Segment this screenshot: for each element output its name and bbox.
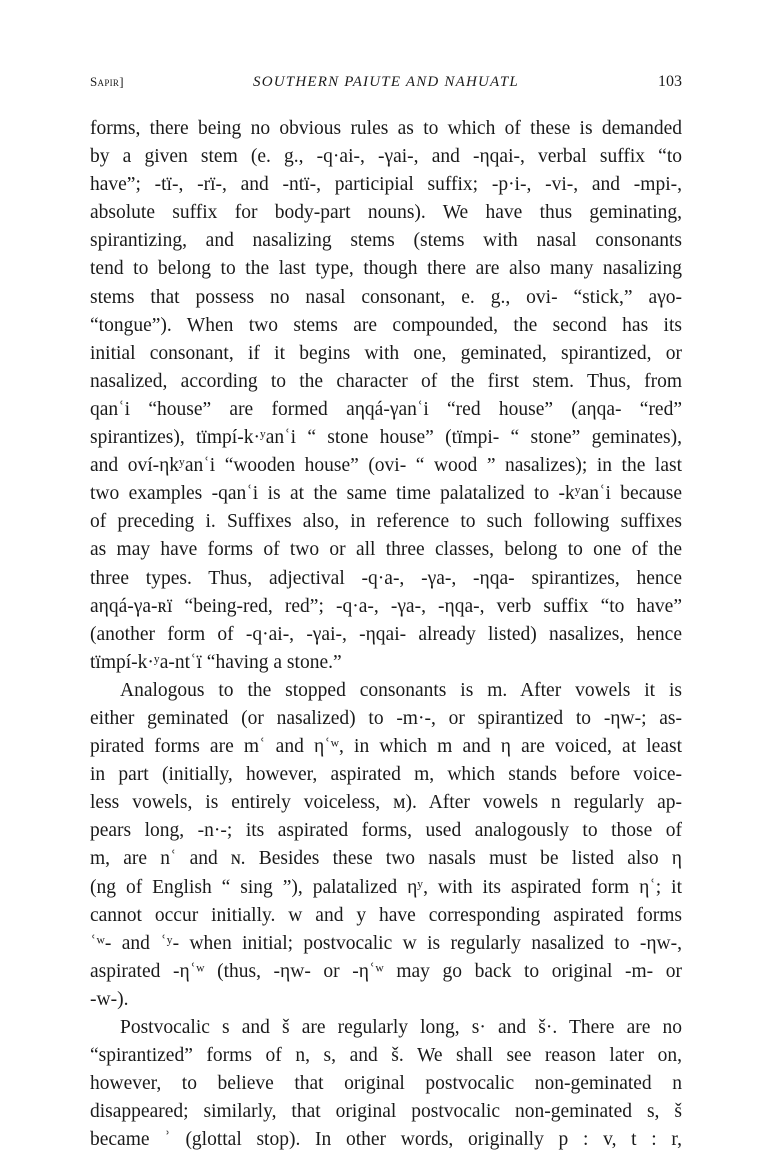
text-line: three types. Thus, adjectival -q·a-, -γa-, -ηqa- spirantizes, hence — [90, 567, 682, 589]
text-line: tend to belong to the last type, though there are also many nasalizing — [90, 258, 682, 280]
text-line: have”; -tï-, -rï-, and -ntï-, participial suffix; -p·i-, -vi-, and -mpi-, — [90, 174, 682, 196]
text-line: and oví-ηkʸanʿi “wooden house” (ovi- “ wood ” nasalizes); in the last — [90, 455, 682, 477]
text-line: aspirated -ηʿʷ (thus, -ηw- or -ηʿʷ may go back to original -m- or — [90, 960, 682, 982]
text-line: (ng of English “ sing ”), palatalized ηʸ, with its aspirated form ηʿ; it — [90, 876, 682, 898]
text-line: spirantizing, and nasalizing stems (stems with nasal consonants — [90, 230, 682, 252]
page-number: 103 — [658, 73, 682, 90]
running-head — [90, 70, 682, 94]
text-line: tïmpí-k·ʸa-ntʿï “having a stone.” — [90, 651, 342, 673]
text-line: nasalized, according to the character of the first stem. Thus, from — [90, 370, 682, 392]
text-line: disappeared; similarly, that original postvocalic non-geminated s, š — [90, 1101, 682, 1123]
text-line: m, are nʿ and ɴ. Besides these two nasals must be listed also η — [90, 848, 682, 870]
text-line: in part (initially, however, aspirated m, which stands before voice- — [90, 764, 682, 786]
title-running-head: SOUTHERN PAIUTE AND NAHUATL — [253, 74, 519, 90]
text-line: as may have forms of two or all three classes, belong to one of the — [90, 539, 682, 561]
text-line: by a given stem (e. g., -q·ai-, -γai-, and -ηqai-, verbal suffix “to — [90, 146, 682, 168]
text-line: of preceding i. Suffixes also, in reference to such following suffixes — [90, 511, 682, 533]
text-line: cannot occur initially. w and y have corresponding aspirated forms — [90, 904, 682, 926]
text-line: qanʿi “house” are formed aηqá-γanʿi “red house” (aηqa- “red” — [90, 398, 682, 420]
text-line: -w-). — [90, 988, 129, 1010]
text-line: aηqá-γa-ʀï “being-red, red”; -q·a-, -γa-, -ηqa-, verb suffix “to have” — [90, 595, 682, 617]
author-running-head: Sapir] — [90, 74, 124, 89]
text-line: pirated forms are mʿ and ηʿʷ, in which m and η are voiced, at least — [90, 736, 682, 758]
text-line: became ʾ (glottal stop). In other words, originally p : v, t : r, — [90, 1129, 682, 1151]
text-line: “tongue”). When two stems are compounded, the second has its — [90, 314, 682, 336]
text-line: spirantizes), tïmpí-k·ʸanʿi “ stone house” (tïmpi- “ stone” geminates), — [90, 427, 682, 449]
text-line: either geminated (or nasalized) to -m·-, or spirantized to -ηw-; as- — [90, 707, 682, 729]
text-line: (another form of -q·ai-, -γai-, -ηqai- already listed) nasalizes, hence — [90, 623, 682, 645]
text-line: less vowels, is entirely voiceless, ᴍ). After vowels n regularly ap- — [90, 792, 682, 814]
text-line: ʿʷ- and ʿʸ- when initial; postvocalic w is regularly nasalized to -ηw-, — [90, 932, 682, 954]
text-line: “spirantized” forms of n, s, and š. We shall see reason later on, — [90, 1045, 682, 1067]
text-line: stems that possess no nasal consonant, e. g., ovi- “stick,” aγo- — [90, 286, 682, 308]
text-line: pears long, -n·-; its aspirated forms, used analogously to those of — [90, 820, 682, 842]
body-text — [90, 115, 682, 1154]
text-line: forms, there being no obvious rules as to which of these is demanded — [90, 118, 682, 139]
text-line: absolute suffix for body-part nouns). We have thus geminating, — [90, 202, 682, 224]
text-line: two examples -qanʿi is at the same time palatalized to -kʸanʿi because — [90, 483, 682, 505]
text-line: initial consonant, if it begins with one, geminated, spirantized, or — [90, 342, 682, 364]
text-line: however, to believe that original postvocalic non-geminated n — [90, 1073, 682, 1095]
paragraph-start-line: Postvocalic s and š are regularly long, s· and š·. There are no — [120, 1017, 682, 1038]
paragraph-start-line: Analogous to the stopped consonants is m. After vowels it is — [120, 679, 682, 701]
